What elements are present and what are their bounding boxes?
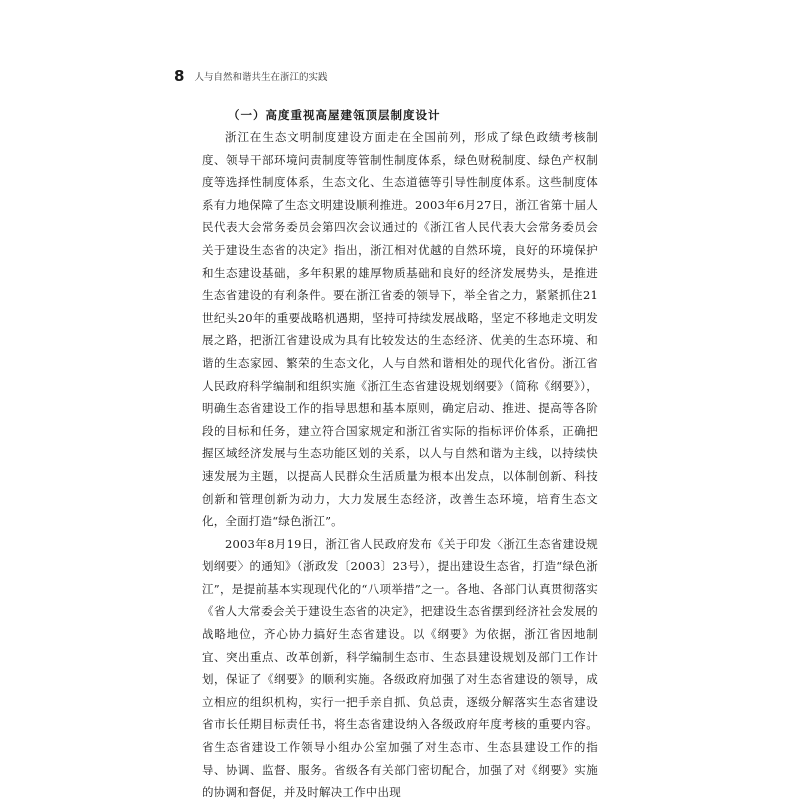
page-number: 8 <box>174 67 185 85</box>
body-paragraph: 浙江在生态文明制度建设方面走在全国前列，形成了绿色政绩考核制度、领导干部环境问责制度等管制性制度体系，绿色财税制度、绿色产权制度等选择性制度体系，生态文化、生态道德等引导性制度体系。这些制度体系有力地保障了生态文明建设顺利推进。2003年6月27日，浙江省第十届人民代表大会常务委员会第四次会议通过的《浙江省人民代表大会常务委员会关于建设生态省的决定》指出，浙江相对优越的自然环境，良好的环境保护和生态建设基础，多年积累的雄厚物质基础和良好的经济发展势头，是推进生态省建设的有利条件。要在浙江省委的领导下，举全省之力，紧紧抓住21世纪头20年的重要战略机遇期，坚持可持续发展战略，坚定不移地走文明发展之路，把浙江省建设成为具有比较发达的生态经济、优美的生态环境、和谐的生态家园、繁荣的生态文化，人与自然和谐相处的现代化省份。浙江省人民政府科学编制和组织实施《浙江生态省建设规划纲要》（简称《纲要》），明确生态省建设工作的指导思想和基本原则，确定启动、推进、提高等各阶段的目标和任务，建立符合国家规定和浙江省实际的指标评价体系，正确把握区域经济发展与生态功能区划的关系，以人与自然和谐为主线，以持续快速发展为主题，以提高人民群众生活质量为根本出发点，以体制创新、科技创新和管理创新为动力，大力发展生态经济，改善生态环境，培育生态文化，全面打造“绿色浙江”。 <box>202 130 598 529</box>
section-heading: （一）高度重视高屋建瓴顶层制度设计 <box>228 108 441 122</box>
body-paragraph: 2003年8月19日，浙江省人民政府发布《关于印发〈浙江生态省建设规划纲要〉的通知》（浙政发〔2003〕23号），提出建设生态省，打造“绿色浙江”，是提前基本实现现代化的“八项举措”之一。各地、各部门认真贯彻落实《省人大常委会关于建设生态省的决定》，把建设生态省摆到经济社会发展的战略地位，齐心协力搞好生态省建设。以《纲要》为依据，浙江省因地制宜、突出重点、改革创新，科学编制生态市、生态县建设规划及部门工作计划，保证了《纲要》的顺利实施。各级政府加强了对生态省建设的领导，成立相应的组织机构，实行一把手亲自抓、负总责，逐级分解落实生态省建设省市长任期目标责任书，将生态省建设纳入各级政府年度考核的重要内容。省生态省建设工作领导小组办公室加强了对生态市、生态县建设工作的指导、协调、监督、服务。省级各有关部门密切配合，加强了对《纲要》实施的协调和督促，并及时解决工作中出现 <box>202 536 598 800</box>
section-body <box>202 104 598 804</box>
running-title: 人与自然和谐共生在浙江的实践 <box>194 72 328 83</box>
running-header <box>174 66 327 86</box>
